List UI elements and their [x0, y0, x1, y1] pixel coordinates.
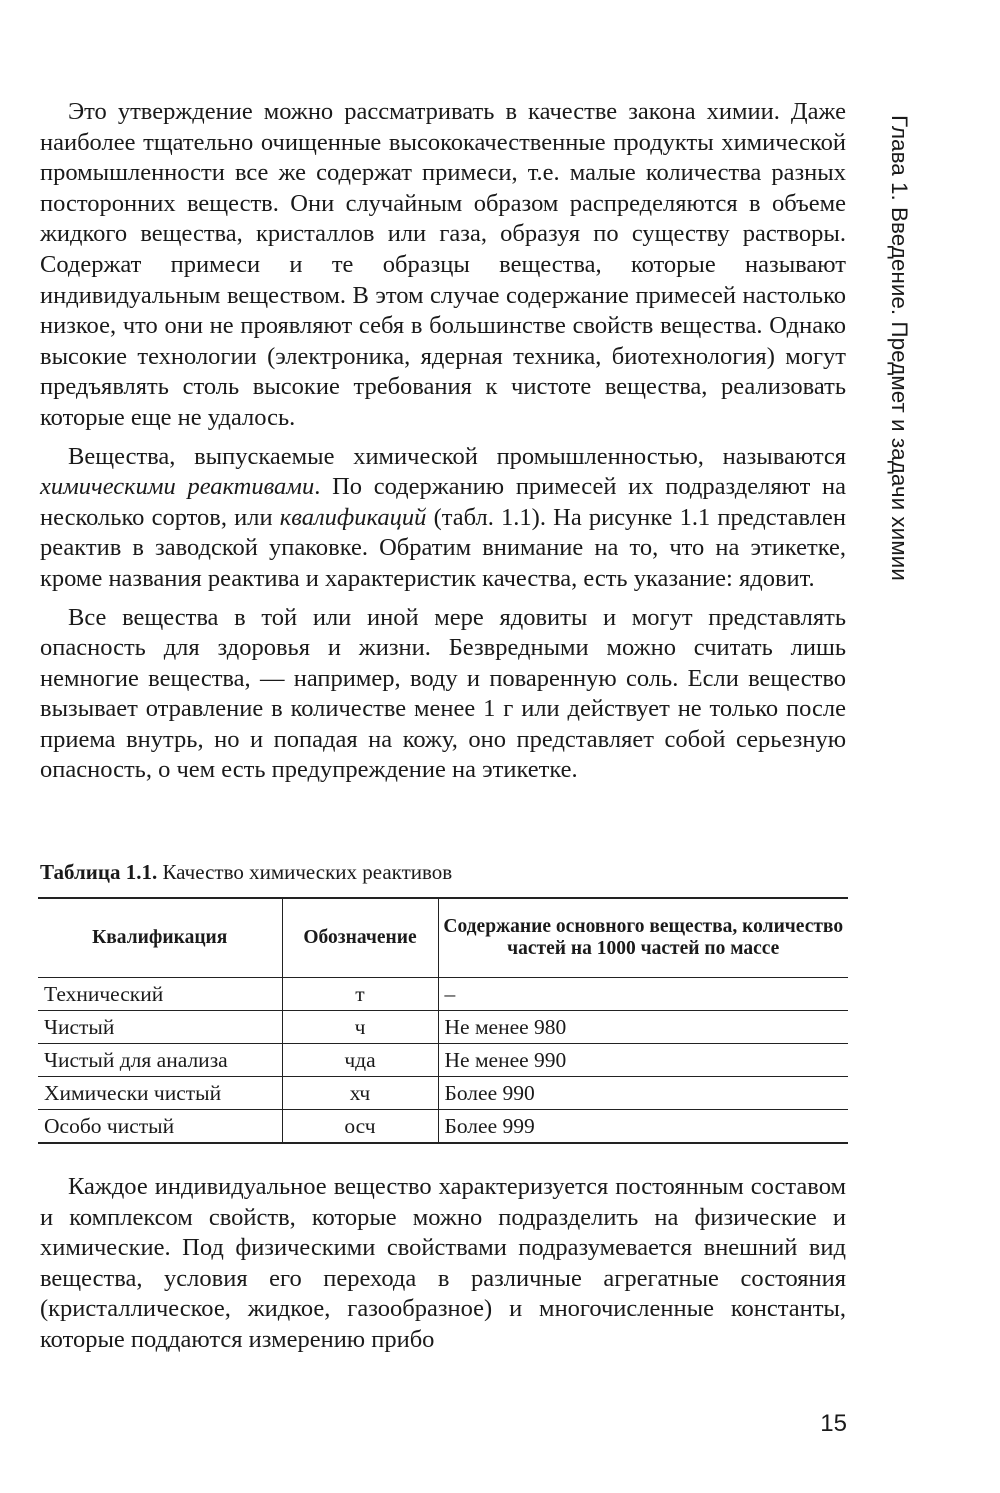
body-text-bottom — [40, 1172, 846, 1356]
caption-label: Таблица 1.1. — [40, 860, 158, 884]
italic-term: квалификаций — [279, 503, 427, 531]
table-cell: осч — [282, 1110, 438, 1144]
table-row — [38, 1011, 848, 1044]
table-row — [38, 1110, 848, 1144]
table-cell: – — [438, 978, 848, 1011]
caption-text: Качество химических реактивов — [157, 860, 453, 884]
reagent-quality-table — [38, 897, 848, 1144]
paragraph: Все вещества в той или иной мере ядовиты и могут представлять опасность для здоровья и жизни. Безвредными можно считать лишь немногие вещества, — например, воду и поваренную соль. Если вещество вызывает отравление в количестве менее 1 г или действует не только после приема внутрь, но и попадая на кожу, оно представляет собой серьезную опасность, о чем есть предупреждение на этикетке. — [40, 603, 846, 784]
table-cell: чда — [282, 1044, 438, 1077]
table-header-row — [38, 898, 848, 978]
table-cell: Особо чистый — [38, 1110, 282, 1144]
column-header: Обозначение — [282, 898, 438, 978]
table-cell: хч — [282, 1077, 438, 1110]
table-cell: Не менее 980 — [438, 1011, 848, 1044]
table-row — [38, 1044, 848, 1077]
table-cell: Более 990 — [438, 1077, 848, 1110]
table-cell: ч — [282, 1011, 438, 1044]
table-cell: т — [282, 978, 438, 1011]
table-row — [38, 1077, 848, 1110]
table-cell: Химически чистый — [38, 1077, 282, 1110]
table-row — [38, 978, 848, 1011]
table-cell: Чистый — [38, 1011, 282, 1044]
running-header: Глава 1. Введение. Предмет и задачи химии — [887, 115, 912, 581]
table-caption — [40, 858, 452, 886]
table-cell: Не менее 990 — [438, 1044, 848, 1077]
italic-term: химическими реактивами — [40, 473, 315, 501]
paragraph: Каждое индивидуальное вещество характеризуется постоянным составом и комплексом свойств, которые можно подразделить на физические и химические. Под физическими свойствами подразумевается внешний вид вещества, условия его перехода в различные агрегатные состояния (кристаллическое, жидкое, газообразное) и многочисленные константы, которые поддаются измерению прибо — [40, 1173, 846, 1353]
paragraph-text: . По содержанию примесей их подразделяют на несколько сортов, или — [40, 473, 846, 531]
body-text-top — [40, 97, 846, 786]
table-cell: Технический — [38, 978, 282, 1011]
table-cell: Чистый для анализа — [38, 1044, 282, 1077]
table-cell: Более 999 — [438, 1110, 848, 1144]
page-number: 15 — [820, 1410, 847, 1437]
column-header: Содержание основного вещества, количество частей на 1000 частей по массе — [438, 898, 848, 978]
column-header: Квалификация — [38, 898, 282, 978]
paragraph-text: Вещества, выпускаемые химической промышленностью, называются — [68, 442, 846, 470]
paragraph: Это утверждение можно рассматривать в качестве закона химии. Даже наиболее тщательно очищенные высококачественные продукты химической промышленности все же содержат примеси, т.е. малые количества разных посторонних веществ. Они случайным образом распределяются в объеме жидкого вещества, кристаллов или газа, образуя по существу растворы. Содержат примеси и те образцы вещества, которые называют индивидуальным веществом. В этом случае содержание примесей настолько низкое, что они не проявляют себя в большинстве свойств вещества. Однако высокие технологии (электроника, ядерная техника, биотехнология) могут предъявлять столь высокие требования к чистоте вещества, реализовать которые еще не удалось. — [40, 98, 846, 431]
paragraph-reagents — [40, 442, 846, 595]
paragraph-text: (табл. 1.1). На рисунке 1.1 представлен реактив в заводской упаковке. Обратим внимание на то, что на этикетке, кроме названия реактива и характеристик качества, есть указание: ядовит. — [40, 503, 846, 592]
